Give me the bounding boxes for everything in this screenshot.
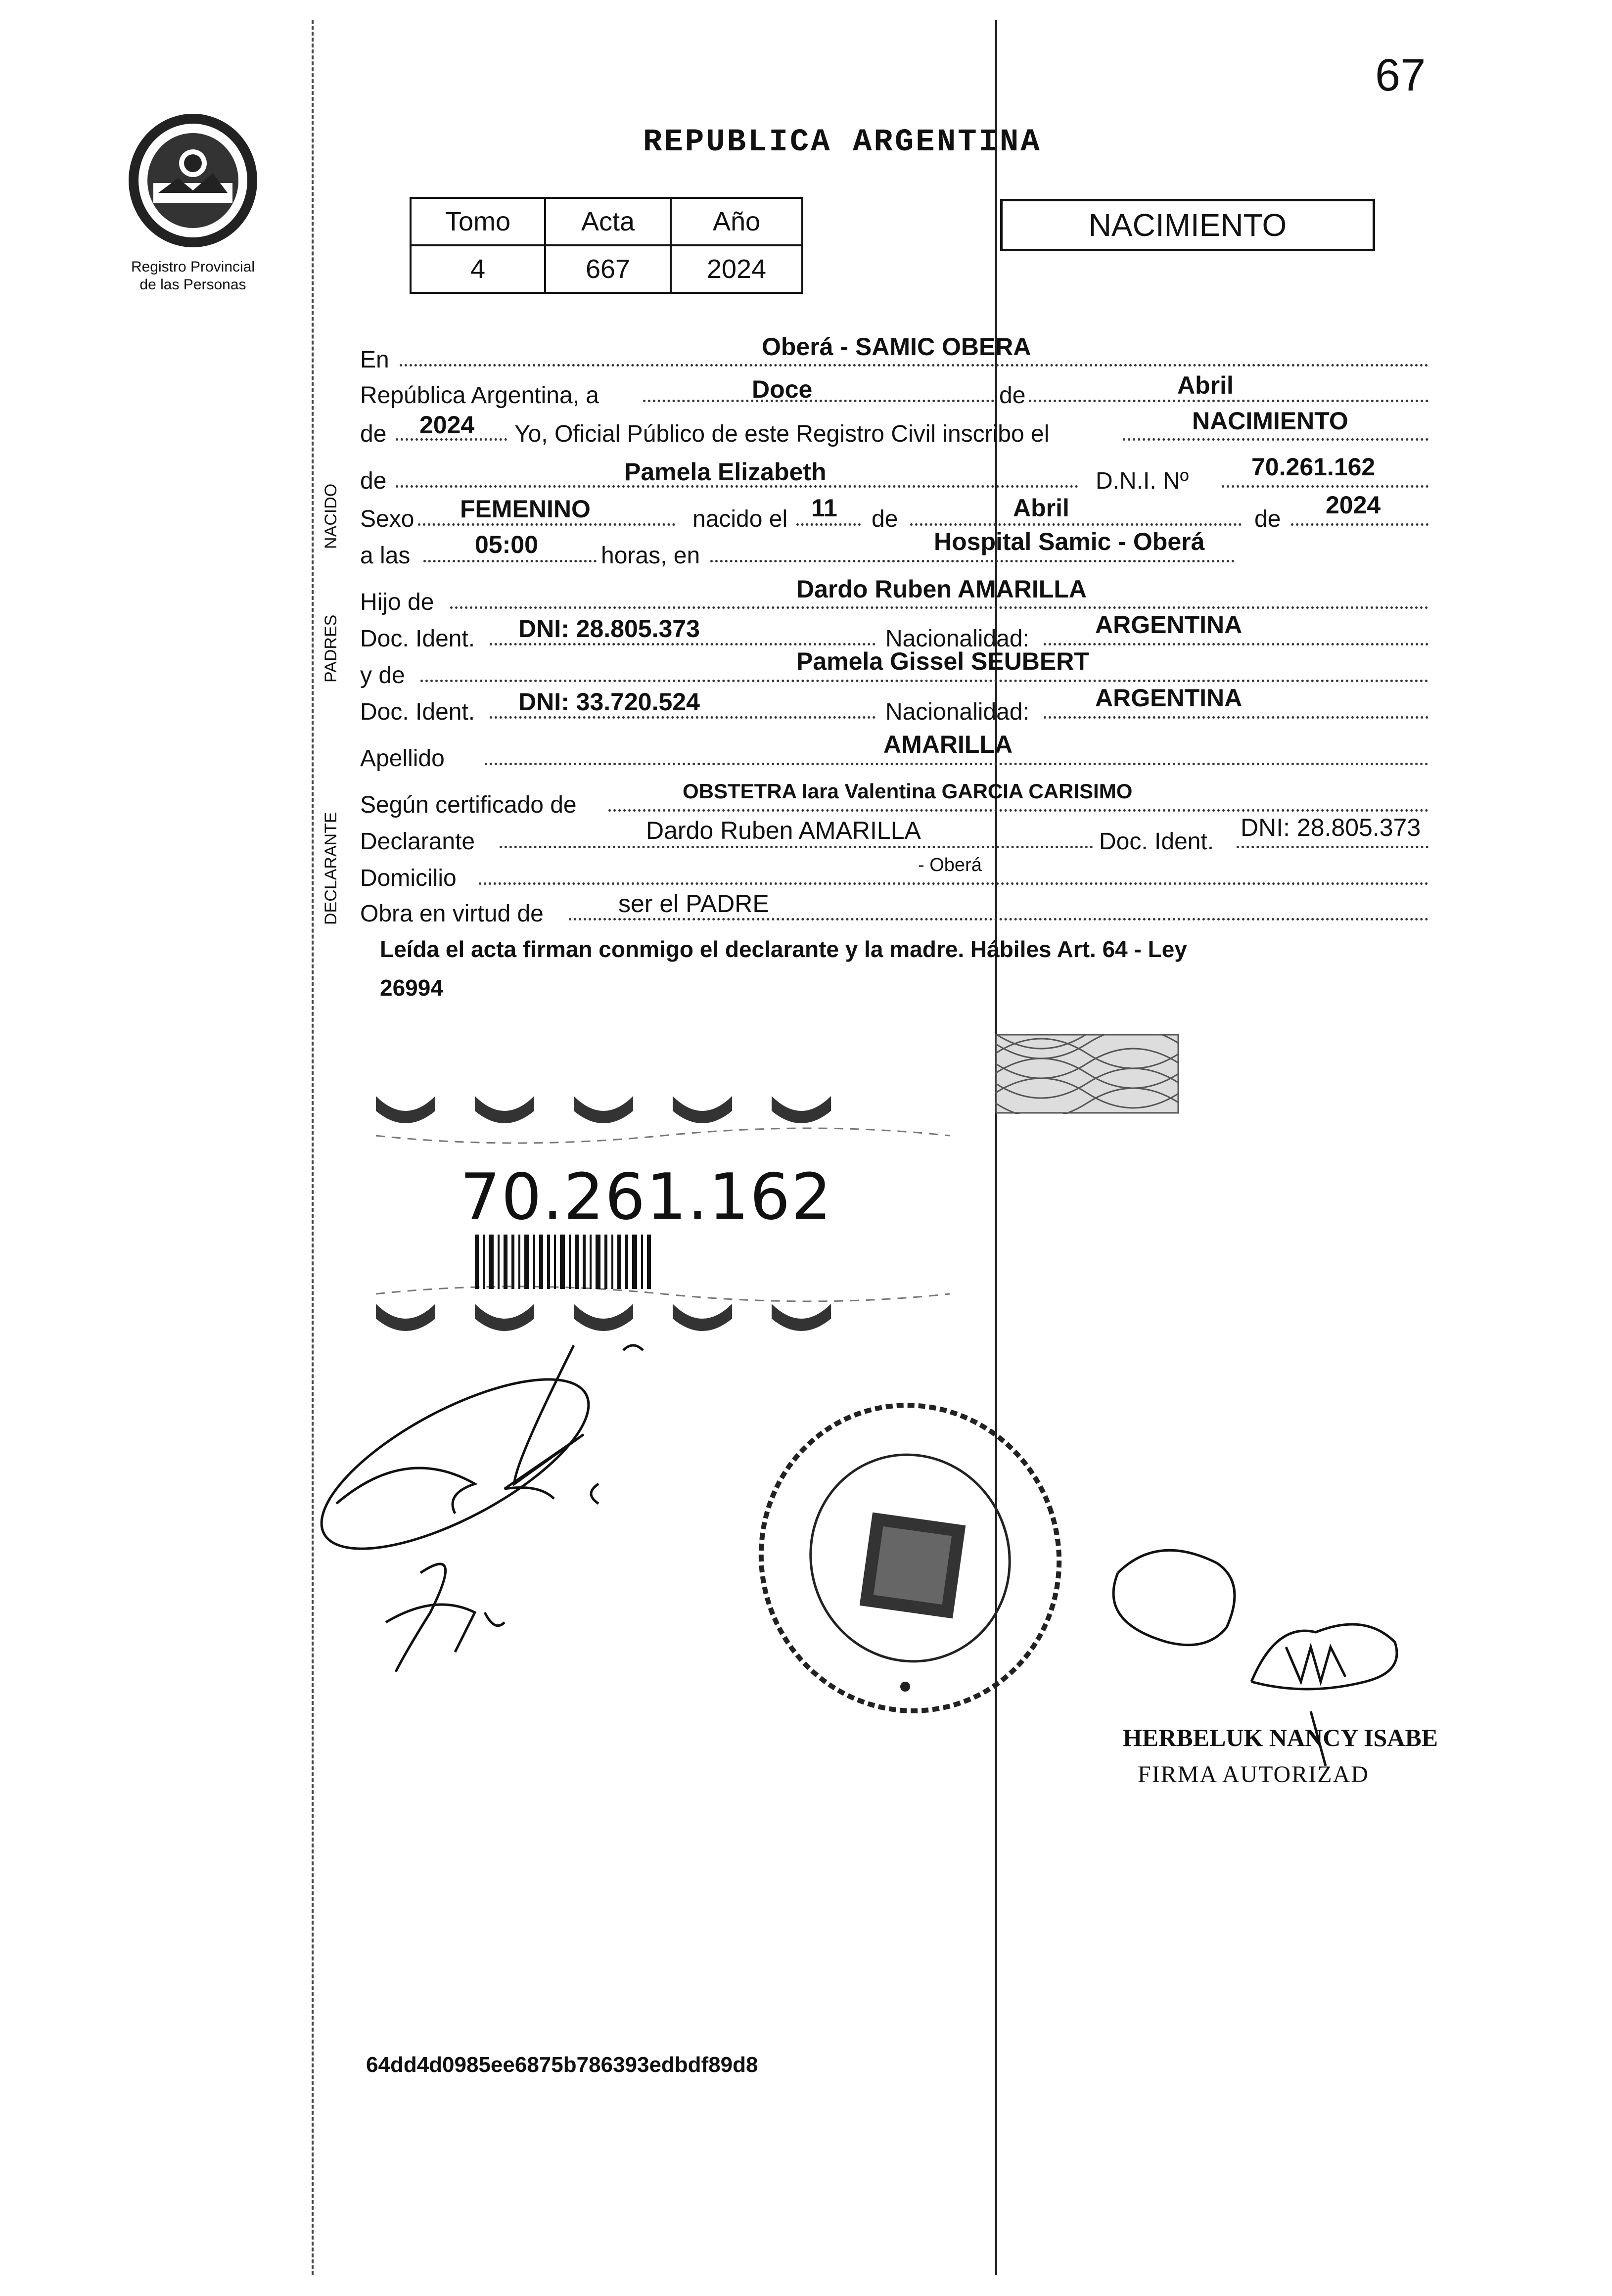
signer-role: FIRMA AUTORIZAD <box>1138 1761 1369 1788</box>
label-doc-ident2: Doc. Ident. <box>360 699 475 725</box>
label-republica: República Argentina, a <box>360 382 599 409</box>
line-domicilio <box>479 882 1428 885</box>
label-doc-ident1: Doc. Ident. <box>360 626 475 652</box>
value-padre: Dardo Ruben AMARILLA <box>796 575 1087 603</box>
value-acto: NACIMIENTO <box>1192 407 1348 435</box>
value-mes: Abril <box>1177 371 1234 399</box>
label-de-mes: de <box>872 506 898 532</box>
section-label-padres: PADRES <box>322 614 340 683</box>
line-dia-nac <box>796 523 861 526</box>
line-acto <box>1123 438 1428 441</box>
line-obra <box>569 918 1428 920</box>
official-signature <box>1088 1533 1484 1791</box>
label-en: En <box>360 347 389 373</box>
value-certificado: OBSTETRA Iara Valentina GARCIA CARISIMO <box>683 780 1133 803</box>
value-madre-nac: ARGENTINA <box>1095 684 1243 712</box>
value-dia: Doce <box>752 375 813 403</box>
signer-name: HERBELUK NANCY ISABE <box>1123 1724 1438 1751</box>
logo-caption <box>94 258 292 294</box>
table-header-acta: Acta <box>545 198 671 245</box>
value-declarante-doc: DNI: 28.805.373 <box>1241 814 1421 841</box>
section-label-nacido: NACIDO <box>322 483 340 549</box>
closing-text <box>380 930 1433 1007</box>
line-en <box>400 364 1428 367</box>
line-padre <box>450 606 1428 609</box>
label-a-las: a las <box>360 543 411 569</box>
line-madre <box>420 680 1428 682</box>
label-segun-certificado: Según certificado de <box>360 792 577 818</box>
label-hijo-de: Hijo de <box>360 589 434 615</box>
document-hash: 64dd4d0985ee6875b786393edbdf89d8 <box>366 2053 758 2077</box>
value-nombre: Pamela Elizabeth <box>624 458 827 486</box>
line-declarante <box>500 846 1093 848</box>
value-padre-doc: DNI: 28.805.373 <box>518 615 700 643</box>
page-number: 67 <box>1375 50 1426 100</box>
line-madre-nac <box>1044 716 1428 719</box>
value-madre: Pamela Gissel SEUBERT <box>796 647 1089 675</box>
line-anio-nac <box>1291 523 1428 526</box>
label-declarante: Declarante <box>360 828 475 855</box>
label-domicilio: Domicilio <box>360 865 457 891</box>
line-dni <box>1222 485 1428 488</box>
label-horas-en: horas, en <box>601 543 700 569</box>
logo-caption-line2: de las Personas <box>139 276 246 293</box>
line-padre-doc <box>490 643 875 645</box>
label-de-anio: de <box>360 421 387 447</box>
label-obra-en-virtud: Obra en virtud de <box>360 901 544 927</box>
logo-caption-line1: Registro Provincial <box>131 259 255 275</box>
line-lugar-nac <box>710 560 1235 562</box>
document-type-box: NACIMIENTO <box>1000 199 1375 251</box>
line-mes-nac <box>910 523 1242 526</box>
label-sexo: Sexo <box>360 506 415 532</box>
label-y-de: y de <box>360 662 405 689</box>
line-declarante-doc <box>1237 846 1428 848</box>
security-pattern <box>995 1034 1179 1114</box>
line-sexo <box>418 523 675 526</box>
value-sexo: FEMENINO <box>460 495 591 523</box>
line-padre-nac <box>1044 643 1428 645</box>
label-de-nombre: de <box>360 468 387 494</box>
registry-table <box>410 197 803 294</box>
line-dia <box>643 400 994 402</box>
line-mes <box>1029 400 1428 402</box>
label-yo-oficial: Yo, Oficial Público de este Registro Civil inscribo el <box>514 421 1050 447</box>
value-dia-nac: 11 <box>811 494 837 522</box>
value-anio-nac: 2024 <box>1326 491 1381 519</box>
value-hora: 05:00 <box>475 531 538 558</box>
closing-text-line1: Leída el acta firman conmigo el declarante y la madre. Hábiles Art. 64 - Ley <box>380 936 1187 962</box>
label-nacionalidad2: Nacionalidad: <box>885 699 1029 725</box>
label-apellido: Apellido <box>360 745 445 772</box>
section-label-declarante: DECLARANTE <box>322 812 340 925</box>
label-nacionalidad1: Nacionalidad: <box>885 626 1029 652</box>
value-madre-doc: DNI: 33.720.524 <box>518 688 700 716</box>
sticker-number: 70.261.162 <box>460 1160 832 1234</box>
left-margin-line <box>312 20 314 2275</box>
label-nacido-el: nacido el <box>692 506 788 532</box>
country-title: REPUBLICA ARGENTINA <box>643 125 1042 160</box>
value-anio: 2024 <box>419 411 475 439</box>
declarant-signature <box>307 1335 801 1731</box>
line-hora <box>423 560 597 562</box>
table-header-tomo: Tomo <box>411 198 545 245</box>
value-lugar: Oberá - SAMIC OBERA <box>762 333 1031 361</box>
closing-text-line2: 26994 <box>380 975 443 1001</box>
label-dni: D.N.I. Nº <box>1096 468 1189 494</box>
table-header-anio: Año <box>671 198 802 245</box>
line-madre-doc <box>490 716 875 719</box>
value-declarante: Dardo Ruben AMARILLA <box>646 817 921 844</box>
table-value-tomo: 4 <box>411 245 545 293</box>
value-domicilio: - Oberá <box>918 855 982 875</box>
table-value-anio: 2024 <box>671 245 802 293</box>
label-doc-ident3: Doc. Ident. <box>1099 828 1214 855</box>
label-de-anio2: de <box>1254 506 1281 532</box>
province-logo <box>119 109 267 252</box>
table-value-acta: 667 <box>545 245 671 293</box>
value-lugar-nac: Hospital Samic - Oberá <box>934 528 1205 555</box>
value-dni: 70.261.162 <box>1251 453 1376 481</box>
value-mes-nac: Abril <box>1013 494 1069 522</box>
line-apellido <box>485 763 1428 765</box>
value-obra: ser el PADRE <box>618 890 769 918</box>
value-padre-nac: ARGENTINA <box>1095 611 1243 639</box>
line-certificado <box>608 809 1428 812</box>
official-seal <box>742 1390 1078 1726</box>
label-de-dia: de <box>999 382 1026 409</box>
value-apellido: AMARILLA <box>883 731 1013 758</box>
